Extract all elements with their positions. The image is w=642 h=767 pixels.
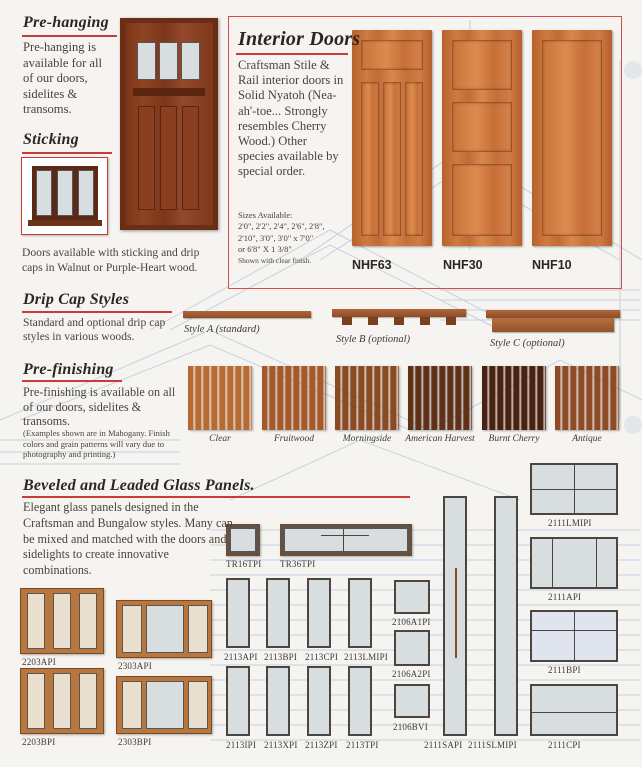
caption-2113cpi: 2113CPI — [305, 652, 339, 662]
finish-swatch — [188, 366, 252, 430]
door-drip-cap — [133, 88, 205, 96]
sticking-rule — [22, 152, 112, 154]
glass-2111bpi — [530, 610, 618, 662]
glass-2113xpi — [266, 666, 290, 736]
drip-cap-style-a — [183, 311, 311, 318]
glass-2111api — [530, 537, 618, 589]
finish-swatch-label: American Harvest — [405, 434, 475, 444]
sticking-title: Sticking — [23, 131, 79, 148]
prehanging-title: Pre-hanging — [23, 14, 109, 31]
sticking-glass-2 — [57, 170, 73, 216]
finish-swatch-label: Clear — [209, 434, 231, 444]
door-panel-left — [138, 106, 155, 210]
sticking-glass-3 — [78, 170, 94, 216]
caption-2303bpi: 2303BPI — [118, 737, 152, 747]
drip-cap-text: Standard and optional drip cap styles in various woods. — [23, 316, 166, 343]
caption-2111bpi: 2111BPI — [548, 665, 581, 675]
glass-title: Beveled and Leaded Glass Panels. — [23, 477, 255, 494]
sticking-glass-1 — [36, 170, 52, 216]
glass-2113ipi — [226, 666, 250, 736]
finish-note: Shown with clear finish. — [238, 256, 312, 266]
finish-swatch — [262, 366, 326, 430]
caption-2106a1pi: 2106A1PI — [392, 617, 431, 627]
door-label-nhf63: NHF63 — [352, 258, 392, 272]
caption-2113bpi: 2113BPI — [264, 652, 298, 662]
finish-swatch-label: Morningside — [342, 434, 392, 444]
caption-2303api: 2303API — [118, 661, 152, 671]
drip-cap-title: Drip Cap Styles — [23, 291, 130, 308]
drip-cap-style-b-blocks — [342, 317, 456, 325]
caption-2203api: 2203API — [22, 657, 56, 667]
door-glass-left — [137, 42, 156, 80]
sizes-title: Sizes Available: — [238, 210, 293, 220]
door-label-nhf30: NHF30 — [443, 258, 483, 272]
sizes-line-1: 2'0", 2'2", 2'4", 2'6", 2'8", — [238, 221, 325, 232]
door-label-nhf10: NHF10 — [532, 258, 572, 272]
caption-2113lmipi: 2113LMIPI — [344, 652, 388, 662]
glass-2113api — [226, 578, 250, 648]
drip-cap-style-a-label: Style A (standard) — [184, 324, 260, 335]
glass-2106a2pi — [394, 630, 430, 666]
caption-2111sapi: 2111SAPI — [424, 740, 463, 750]
sticking-image — [21, 157, 108, 235]
glass-text: Elegant glass panels designed in the Craftsman and Bungalow styles. Many can be mixed and matched with the doors and sidelights to create innovative combinations. — [23, 500, 233, 578]
finish-swatch — [408, 366, 472, 430]
sizes-line-2: 2'10", 3'0", 3'0" x 7'0" — [238, 232, 314, 243]
glass-2113tpi — [348, 666, 372, 736]
glass-2303api — [116, 600, 212, 658]
glass-2113bpi — [266, 578, 290, 648]
glass-tr36 — [280, 524, 412, 556]
drip-cap-style-c — [486, 310, 620, 318]
caption-2203bpi: 2203BPI — [22, 737, 56, 747]
interior-title: Interior Doors — [238, 28, 361, 50]
sticking-text: Doors available with sticking and drip caps in Walnut or Purple-Heart wood. — [22, 246, 200, 274]
prefinishing-text: Pre-finishing is available on all of our doors, sidelites & transoms. — [23, 385, 176, 429]
interior-rule — [236, 53, 348, 55]
finish-swatch-label: Burnt Cherry — [488, 434, 540, 444]
caption-tr36: TR36TPI — [280, 559, 316, 569]
finish-swatch — [482, 366, 546, 430]
caption-2113api: 2113API — [224, 652, 258, 662]
glass-2111cpi — [530, 684, 618, 736]
finish-swatch — [335, 366, 399, 430]
drip-cap-style-b-label: Style B (optional) — [336, 334, 411, 345]
caption-2113zpi: 2113ZPI — [305, 740, 338, 750]
glass-2113lmipi — [348, 578, 372, 648]
door-panel-center — [160, 106, 177, 210]
glass-2106bvi — [394, 684, 430, 718]
sizes-line-3: or 6'8" X 1 3/8" — [238, 243, 292, 254]
caption-2111api: 2111API — [548, 592, 582, 602]
caption-2111lmipi: 2111LMIPI — [548, 518, 592, 528]
sticking-drip-cap — [28, 220, 102, 226]
glass-2113zpi — [307, 666, 331, 736]
interior-text: Craftsman Stile & Rail interior doors in Solid Nyatoh (Nea-ah'-toe... Strongly resembles Cherry Wood.) Other species available by special order. — [238, 58, 344, 179]
prehanging-text: Pre-hanging is available for all of our doors, sidelites & transoms. — [23, 40, 103, 116]
caption-2111cpi: 2111CPI — [548, 740, 581, 750]
glass-2111sapi — [443, 496, 467, 736]
finish-swatch-label: Fruitwood — [273, 434, 315, 444]
glass-2106a1pi — [394, 580, 430, 614]
glass-2111lmipi — [530, 463, 618, 515]
finish-swatch-label: Antique — [572, 434, 602, 444]
caption-tr16: TR16TPI — [226, 559, 262, 569]
door-glass-center — [159, 42, 178, 80]
caption-2113tpi: 2113TPI — [346, 740, 379, 750]
interior-sizes — [238, 210, 358, 266]
door-panel-right — [182, 106, 199, 210]
prefinishing-title: Pre-finishing — [23, 361, 114, 378]
drip-cap-style-b — [332, 309, 466, 317]
glass-rule — [22, 496, 410, 498]
prefinishing-rule — [22, 380, 122, 382]
glass-2303bpi — [116, 676, 212, 734]
finish-swatch — [555, 366, 619, 430]
caption-2113ipi: 2113IPI — [226, 740, 257, 750]
craftsman-door-photo — [120, 18, 218, 230]
glass-2111slmipi — [494, 496, 518, 736]
caption-2106bvi: 2106BVI — [393, 722, 428, 732]
door-glass-right — [181, 42, 200, 80]
caption-2106a2pi: 2106A2PI — [392, 669, 431, 679]
prehanging-rule — [22, 35, 117, 37]
drip-cap-style-c-body — [492, 318, 614, 332]
drip-cap-rule — [22, 311, 172, 313]
caption-2113xpi: 2113XPI — [264, 740, 298, 750]
prefinishing-note: (Examples shown are in Mahogany. Finish colors and grain patterns will vary due to photography and printing.) — [23, 428, 170, 460]
glass-2203api — [20, 588, 104, 654]
drip-cap-style-c-label: Style C (optional) — [490, 338, 565, 349]
glass-2203bpi — [20, 668, 104, 734]
caption-2111slmipi: 2111SLMIPI — [468, 740, 517, 750]
glass-2113cpi — [307, 578, 331, 648]
